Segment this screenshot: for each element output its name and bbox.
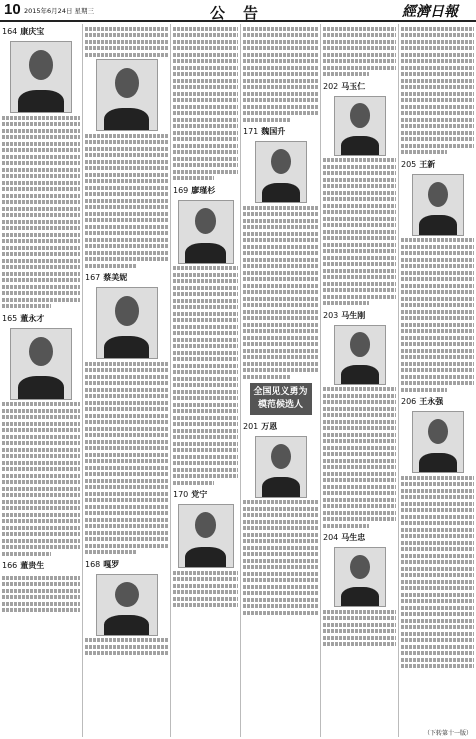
candidate-photo	[334, 96, 386, 156]
candidate-title: 206 王永强	[401, 397, 444, 406]
newspaper-masthead: 經濟日報	[402, 4, 458, 20]
candidate-title: 166 董贵生	[2, 561, 45, 570]
issue-date: 2015年6月24日 星期三	[24, 7, 95, 15]
continuation-note: （下转第十一版）	[423, 730, 472, 737]
candidate-photo	[178, 504, 234, 568]
candidate-title: 167 蔡美妮	[85, 273, 128, 282]
candidate-title: 201 万恩	[243, 421, 278, 431]
notice-box: 全国见义勇为模范候选人	[250, 383, 312, 415]
candidate-photo	[96, 574, 158, 636]
candidate-photo	[96, 59, 158, 131]
candidate-title: 204 马生忠	[323, 533, 366, 542]
candidate-photo	[10, 41, 72, 113]
page-number: 10	[4, 1, 21, 18]
candidate-photo	[96, 287, 158, 359]
candidate-photo	[334, 325, 386, 385]
column-4	[240, 24, 320, 737]
section-title: 公告	[210, 4, 277, 22]
candidate-title: 205 王新	[401, 159, 436, 169]
candidate-title: 169 廖瑾杉	[173, 185, 216, 195]
candidate-photo	[412, 174, 464, 236]
candidate-title: 202 马玉仁	[323, 81, 366, 91]
column-2	[82, 24, 170, 737]
candidate-title: 170 党宁	[173, 490, 208, 499]
column-1	[0, 24, 82, 737]
column-3	[170, 24, 240, 737]
column-5	[320, 24, 398, 737]
candidate-photo	[334, 547, 386, 607]
candidate-title: 165 董永才	[2, 313, 45, 323]
candidate-title: 164 康庆宝	[2, 27, 45, 36]
candidate-photo	[10, 328, 72, 400]
page-header	[0, 0, 476, 22]
candidate-title: 171 魏国升	[243, 127, 286, 136]
candidate-photo	[255, 436, 307, 498]
candidate-photo	[412, 411, 464, 473]
candidate-title: 168 嘎罗	[85, 559, 120, 569]
candidate-photo	[255, 141, 307, 203]
candidate-title: 203 马生刚	[323, 310, 366, 320]
column-6	[398, 24, 476, 737]
candidate-photo	[178, 200, 234, 264]
